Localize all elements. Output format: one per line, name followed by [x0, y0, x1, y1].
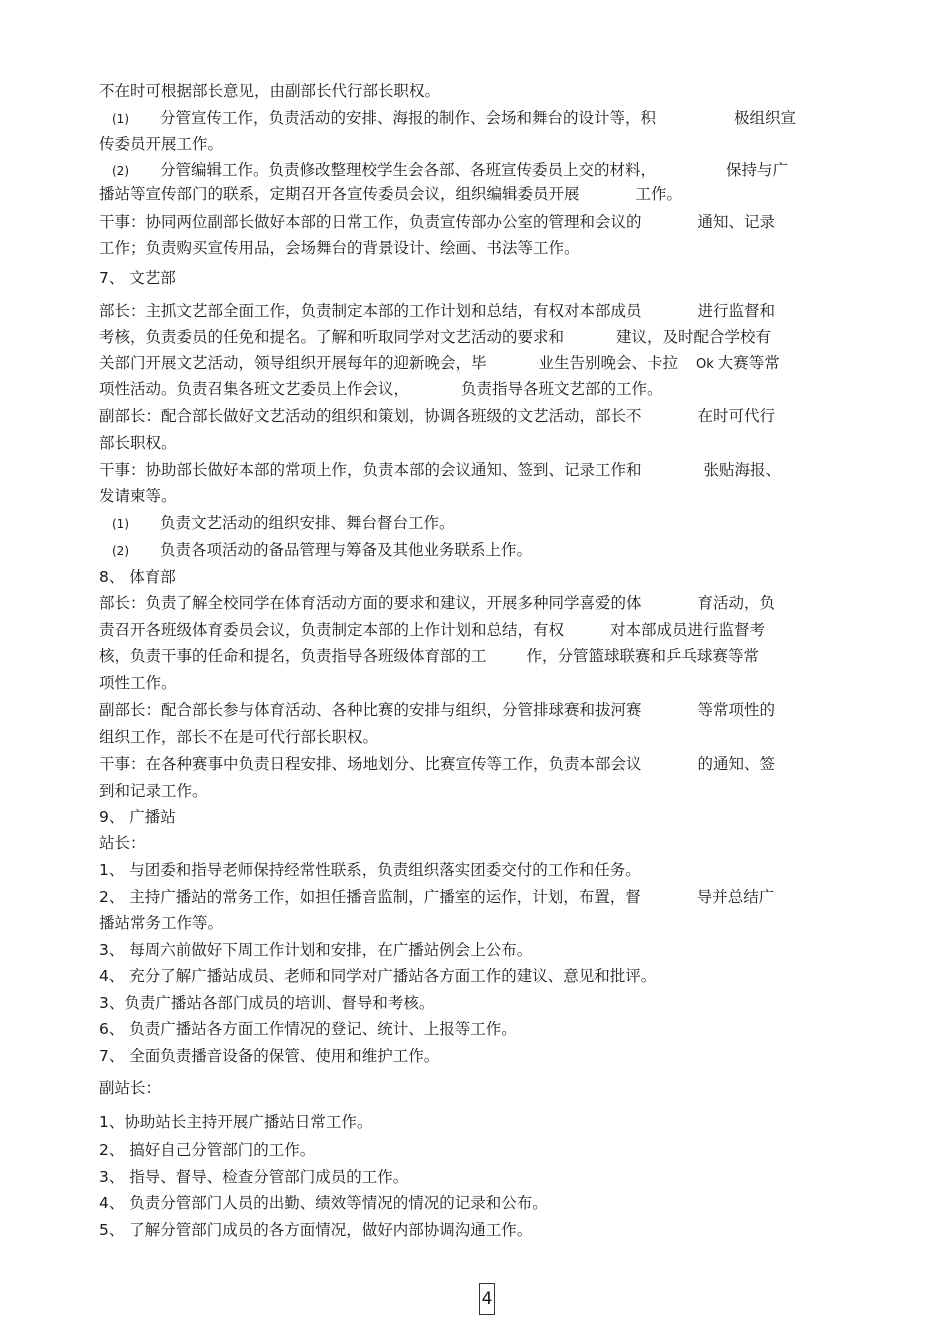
list-item: 1、协助站长主持开展广播站日常工作。 — [99, 1113, 373, 1131]
list-item: 2、 搞好自己分管部门的工作。 — [99, 1141, 316, 1159]
list-item: 1、 与团委和指导老师保持经常性联系，负责组织落实团委交付的工作和任务。 — [99, 861, 641, 879]
text-line: 传委员开展工作。 — [99, 135, 224, 153]
text-line: 干事：在各种赛事中负责日程安排、场地划分、比赛宣传等工作，负责本部会议 的通知、签 — [99, 755, 776, 773]
text-line: 项性工作。 — [99, 674, 177, 692]
text-line: 项性活动。负责召集各班文艺委员上作会议， 负责指导各班文艺部的工作。 — [99, 380, 663, 398]
list-item: 3、 指导、督导、检查分管部门成员的工作。 — [99, 1168, 409, 1186]
text-line: 组织工作，部长不在是可代行部长职权。 — [99, 728, 379, 746]
text-line: 考核，负责委员的任免和提名。了解和听取同学对文艺活动的要求和 建议，及时配合学校有 — [99, 328, 772, 346]
text-line: 部长：负责了解全校同学在体育活动方面的要求和建议，开展多种同学喜爱的体 育活动，负 — [99, 594, 776, 612]
text-line: 部长：主抓文艺部全面工作，负责制定本部的工作计划和总结，有权对本部成员 进行监督和 — [99, 302, 776, 320]
text-line: 工作；负责购买宣传用品，会场舞台的背景设计、绘画、书法等工作。 — [99, 239, 580, 257]
text-line: 到和记录工作。 — [99, 782, 208, 800]
section-heading: 9、 广播站 — [99, 808, 176, 826]
text-line: 站长： — [99, 834, 146, 852]
item-number: (1) — [112, 112, 129, 126]
list-item: (1) 分管宣传工作，负责活动的安排、海报的制作、会场和舞台的设计等，积 极组织宣 — [112, 109, 797, 127]
text-line: 干事：协助部长做好本部的常项上作，负责本部的会议通知、签到、记录工作和 张贴海报、 — [99, 461, 782, 479]
text-line: 不在时可根据部长意见，由副部长代行部长职权。 — [99, 82, 441, 100]
text-line: 关部门开展文艺活动，领导组织开展每年的迎新晚会，毕 业生告别晚会、卡拉 Ok 大赛等常 — [99, 354, 780, 372]
list-item: 3、负责广播站各部门成员的培训、督导和考核。 — [99, 994, 435, 1012]
text-line: 责召开各班级体育委员会议，负责制定本部的上作计划和总结，有权 对本部成员进行监督考 — [99, 621, 766, 639]
section-heading: 8、 体育部 — [99, 568, 176, 586]
list-item: (1) 负责文艺活动的组织安排、舞台督台工作。 — [112, 514, 455, 532]
text-line: 播站常务工作等。 — [99, 914, 224, 932]
list-item: 2、 主持广播站的常务工作，如担任播音监制，广播室的运作，计划，布置，督 导并总结广 — [99, 888, 775, 906]
list-item: 5、 了解分管部门成员的各方面情况，做好内部协调沟通工作。 — [99, 1221, 533, 1239]
text-line: 部长职权。 — [99, 434, 177, 452]
list-item: 4、 负责分管部门人员的出勤、绩效等情况的情况的记录和公布。 — [99, 1194, 548, 1212]
list-item: 6、 负责广播站各方面工作情况的登记、统计、上报等工作。 — [99, 1020, 517, 1038]
text-line: 副站长： — [99, 1079, 162, 1097]
text-line: 副部长：配合部长参与体育活动、各种比赛的安排与组织，分管排球赛和拔河赛 等常项性的 — [99, 701, 776, 719]
item-number: (2) — [112, 164, 129, 178]
section-heading: 7、 文艺部 — [99, 269, 176, 287]
list-item: (2) 分管编辑工作。负责修改整理校学生会各部、各班宣传委员上交的材料， 保持与广 — [112, 161, 789, 179]
page-number: 4 — [479, 1283, 495, 1315]
list-item: 3、 每周六前做好下周工作计划和安排，在广播站例会上公布。 — [99, 941, 533, 959]
text-line: 播站等宣传部门的联系，定期召开各宣传委员会议，组织编辑委员开展 工作。 — [99, 185, 683, 203]
list-item: (2) 负责各项活动的备品管理与筹备及其他业务联系上作。 — [112, 541, 533, 559]
item-number: (1) — [112, 517, 129, 531]
list-item: 7、 全面负责播音设备的保管、使用和维护工作。 — [99, 1047, 440, 1065]
item-number: (2) — [112, 544, 129, 558]
text-line: 副部长：配合部长做好文艺活动的组织和策划，协调各班级的文艺活动，部长不 在时可代行 — [99, 407, 776, 425]
text-line: 干事：协同两位副部长做好本部的日常工作，负责宣传部办公室的管理和会议的 通知、记录 — [99, 213, 776, 231]
text-line: 发请柬等。 — [99, 487, 177, 505]
text-line: 核，负责干事的任命和提名，负责指导各班级体育部的工 作，分管篮球联赛和乒乓球赛等常 — [99, 647, 760, 665]
list-item: 4、 充分了解广播站成员、老师和同学对广播站各方面工作的建议、意见和批评。 — [99, 967, 657, 985]
